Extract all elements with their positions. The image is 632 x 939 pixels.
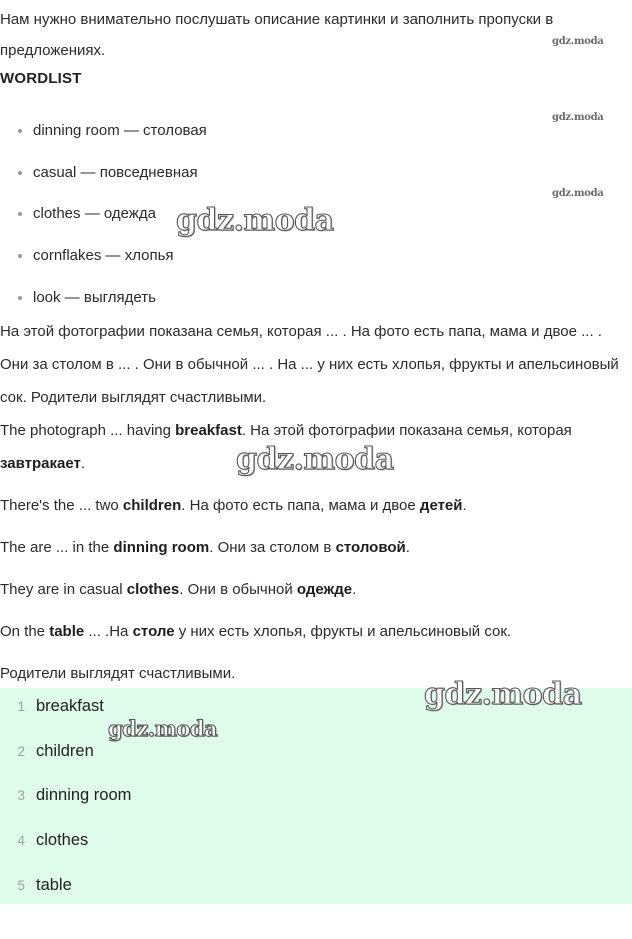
answer-number: 4 xyxy=(17,833,25,849)
answer-word: breakfast xyxy=(175,422,242,439)
answer-text: table xyxy=(36,876,72,895)
watermark: gdz.moda xyxy=(176,203,334,238)
answer-item xyxy=(0,774,632,819)
answer-number: 5 xyxy=(17,878,25,894)
watermark: gdz.moda xyxy=(236,442,394,477)
bullet-icon xyxy=(18,254,22,258)
watermark: gdz.moda xyxy=(552,112,604,123)
wordlist-item-text: look — выглядеть xyxy=(33,288,156,306)
sentence-2: There's the ... two children. На фото есть папа, мама и двое детей. xyxy=(0,497,467,514)
wordlist-item xyxy=(0,277,207,319)
sentence-1: The photograph ... having breakfast. На этой фотографии показана семья, которая завтракает. xyxy=(0,422,572,472)
answer-item xyxy=(0,818,632,863)
answer-number: 3 xyxy=(17,788,25,804)
wordlist-item xyxy=(0,235,207,277)
answer-text: breakfast xyxy=(36,696,104,715)
sentence-4: They are in casual clothes. Они в обычной одежде. xyxy=(0,581,357,598)
answer-item xyxy=(0,863,632,908)
answer-word: dinning room xyxy=(113,539,210,556)
watermark: gdz.moda xyxy=(552,188,604,199)
wordlist-item-text: casual — повседневная xyxy=(33,163,198,181)
answer-number: 1 xyxy=(17,698,25,714)
wordlist-item-text: clothes — одежда xyxy=(33,205,156,223)
translation-word: одежде xyxy=(296,581,353,598)
answer-word: clothes xyxy=(126,581,180,598)
watermark: gdz.moda xyxy=(552,36,604,47)
intro-text: Нам нужно внимательно послушать описание картинки и заполнить пропуски в предложениях. xyxy=(0,11,554,59)
answer-text: dinning room xyxy=(36,786,132,805)
answer-text: clothes xyxy=(36,831,89,850)
translation-word: завтракает xyxy=(0,455,81,472)
bullet-icon xyxy=(18,129,22,133)
sentence-3: The are ... in the dinning room. Они за столом в столовой. xyxy=(0,539,410,556)
bullet-icon xyxy=(18,296,22,300)
answer-word: table xyxy=(49,623,85,640)
bullet-icon xyxy=(18,212,22,216)
answer-word: children xyxy=(122,497,182,514)
wordlist-item-text: dinning room — столовая xyxy=(33,122,207,139)
wordlist-item-text: cornflakes — хлопья xyxy=(33,247,174,265)
sentence-5: On the table ... .На столе у них есть хлопья, фрукты и апельсиновый сок. xyxy=(0,623,512,640)
wordlist-heading: WORDLIST xyxy=(0,70,82,87)
translation-word: детей xyxy=(419,497,463,514)
wordlist-item xyxy=(0,110,207,152)
answer-number: 2 xyxy=(17,743,25,759)
watermark: gdz.moda xyxy=(108,716,218,741)
answers-list xyxy=(0,688,632,904)
bullet-icon xyxy=(18,171,22,175)
translation-word: столовой xyxy=(335,539,406,556)
description-text: На этой фотографии показана семья, которая ... . На фото есть папа, мама и двое ... . Они за столом в ... . Они в обычной ... . На ... у них есть хлопья, фрукты и апельсиновый сок. Родители выглядят счастливыми. xyxy=(0,323,619,406)
wordlist-item xyxy=(0,152,207,194)
answer-item xyxy=(0,729,632,774)
answer-text: children xyxy=(36,741,94,760)
translation-word: столе xyxy=(132,623,175,640)
watermark: gdz.moda xyxy=(424,677,582,712)
closing-text: Родители выглядят счастливыми. xyxy=(0,665,236,682)
